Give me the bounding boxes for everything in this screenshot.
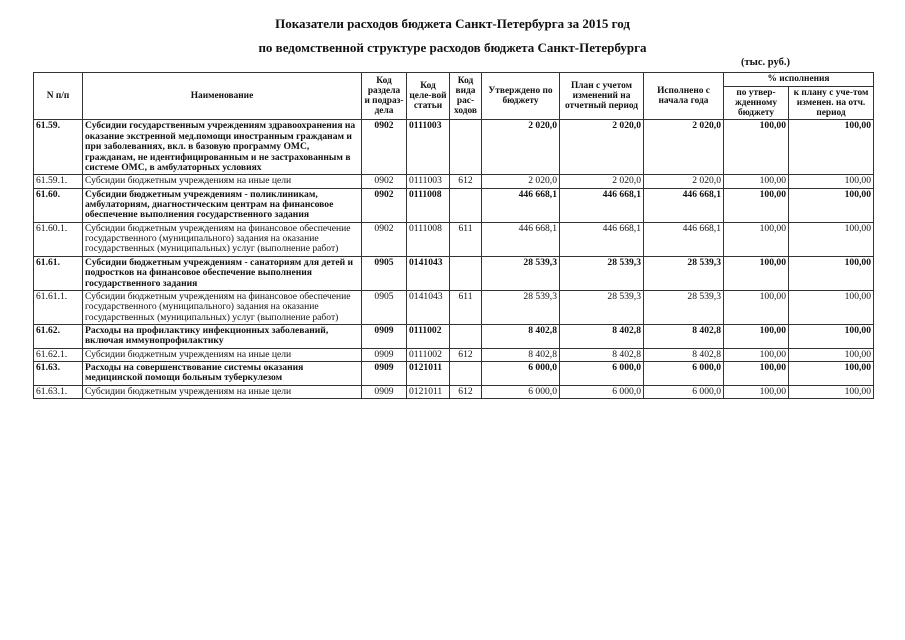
cell-executed: 6 000,0 — [644, 385, 724, 398]
cell-num: 61.61.1. — [34, 290, 83, 324]
table-body — [34, 120, 874, 399]
cell-executed: 28 539,3 — [644, 290, 724, 324]
cell-kind — [450, 362, 482, 386]
header-num: N п/п — [34, 73, 83, 120]
cell-target: 0111008 — [407, 188, 450, 222]
table-row — [34, 324, 874, 348]
cell-kind: 612 — [450, 175, 482, 188]
cell-pct2: 100,00 — [789, 256, 874, 290]
table-row — [34, 120, 874, 175]
cell-pct1: 100,00 — [724, 324, 789, 348]
cell-approved: 6 000,0 — [482, 362, 560, 386]
table-row — [34, 362, 874, 386]
cell-pct1: 100,00 — [724, 348, 789, 361]
cell-name: Расходы на совершенствование системы оказания медицинской помощи больным туберкулезом — [83, 362, 362, 386]
cell-kind — [450, 120, 482, 175]
cell-approved: 2 020,0 — [482, 175, 560, 188]
cell-pct2: 100,00 — [789, 348, 874, 361]
cell-section: 0909 — [362, 385, 407, 398]
budget-table — [33, 72, 874, 399]
table-row — [34, 256, 874, 290]
header-approved: Утверждено по бюджету — [482, 73, 560, 120]
cell-approved: 28 539,3 — [482, 256, 560, 290]
cell-target: 0111003 — [407, 120, 450, 175]
cell-pct2: 100,00 — [789, 175, 874, 188]
cell-plan: 446 668,1 — [560, 222, 644, 256]
table-row — [34, 290, 874, 324]
cell-approved: 2 020,0 — [482, 120, 560, 175]
cell-kind: 612 — [450, 348, 482, 361]
cell-num: 61.59. — [34, 120, 83, 175]
cell-pct1: 100,00 — [724, 385, 789, 398]
cell-name: Субсидии бюджетным учреждениям на иные цели — [83, 175, 362, 188]
cell-target: 0141043 — [407, 256, 450, 290]
cell-num: 61.63. — [34, 362, 83, 386]
cell-name: Субсидии бюджетным учреждениям - поликлиникам, амбулаториям, диагностическим центрам на финансовое обеспечение выполнения государственного задания — [83, 188, 362, 222]
cell-section: 0909 — [362, 362, 407, 386]
cell-approved: 28 539,3 — [482, 290, 560, 324]
cell-name: Субсидии бюджетным учреждениям на финансовое обеспечение государственного (муниципального) задания на оказание государственных (муниципальных) услуг (выполнение работ) — [83, 290, 362, 324]
cell-pct1: 100,00 — [724, 222, 789, 256]
cell-plan: 8 402,8 — [560, 324, 644, 348]
cell-section: 0909 — [362, 324, 407, 348]
table-row — [34, 385, 874, 398]
header-pct-plan: к плану с уче-том изменен. на отч. период — [789, 87, 874, 120]
cell-section: 0909 — [362, 348, 407, 361]
header-name: Наименование — [83, 73, 362, 120]
cell-executed: 2 020,0 — [644, 120, 724, 175]
cell-pct1: 100,00 — [724, 120, 789, 175]
cell-plan: 28 539,3 — [560, 290, 644, 324]
cell-approved: 446 668,1 — [482, 188, 560, 222]
cell-pct2: 100,00 — [789, 188, 874, 222]
document-title: Показатели расходов бюджета Санкт-Петербурга за 2015 год — [275, 16, 630, 31]
cell-pct2: 100,00 — [789, 324, 874, 348]
cell-approved: 446 668,1 — [482, 222, 560, 256]
cell-target: 0111002 — [407, 324, 450, 348]
cell-pct2: 100,00 — [789, 290, 874, 324]
cell-section: 0902 — [362, 120, 407, 175]
cell-pct2: 100,00 — [789, 362, 874, 386]
cell-num: 61.63.1. — [34, 385, 83, 398]
table-header-row — [34, 73, 874, 87]
cell-pct2: 100,00 — [789, 120, 874, 175]
cell-plan: 6 000,0 — [560, 385, 644, 398]
cell-num: 61.61. — [34, 256, 83, 290]
cell-section: 0902 — [362, 188, 407, 222]
cell-pct1: 100,00 — [724, 362, 789, 386]
cell-target: 0111008 — [407, 222, 450, 256]
cell-name: Субсидии бюджетным учреждениям - санаториям для детей и подростков на финансовое обеспечение выполнения государственного задания — [83, 256, 362, 290]
cell-target: 0121011 — [407, 362, 450, 386]
cell-executed: 446 668,1 — [644, 188, 724, 222]
cell-pct1: 100,00 — [724, 175, 789, 188]
header-executed: Исполнено с начала года — [644, 73, 724, 120]
cell-num: 61.62.1. — [34, 348, 83, 361]
cell-pct1: 100,00 — [724, 188, 789, 222]
cell-pct1: 100,00 — [724, 290, 789, 324]
cell-plan: 8 402,8 — [560, 348, 644, 361]
table-row — [34, 175, 874, 188]
cell-kind — [450, 324, 482, 348]
cell-name: Расходы на профилактику инфекционных заболеваний, включая иммунопрофилактику — [83, 324, 362, 348]
header-section: Код раздела и подраз-дела — [362, 73, 407, 120]
cell-num: 61.59.1. — [34, 175, 83, 188]
cell-pct1: 100,00 — [724, 256, 789, 290]
cell-plan: 28 539,3 — [560, 256, 644, 290]
cell-executed: 6 000,0 — [644, 362, 724, 386]
cell-section: 0902 — [362, 175, 407, 188]
cell-target: 0121011 — [407, 385, 450, 398]
header-kind: Код вида рас-ходов — [450, 73, 482, 120]
cell-num: 61.62. — [34, 324, 83, 348]
cell-target: 0141043 — [407, 290, 450, 324]
cell-executed: 2 020,0 — [644, 175, 724, 188]
header-plan: План с учетом изменений на отчетный период — [560, 73, 644, 120]
cell-kind — [450, 256, 482, 290]
cell-num: 61.60.1. — [34, 222, 83, 256]
cell-plan: 2 020,0 — [560, 120, 644, 175]
cell-target: 0111002 — [407, 348, 450, 361]
cell-executed: 446 668,1 — [644, 222, 724, 256]
cell-plan: 6 000,0 — [560, 362, 644, 386]
cell-executed: 28 539,3 — [644, 256, 724, 290]
cell-kind — [450, 188, 482, 222]
cell-name: Субсидии государственным учреждениям здравоохранения на оказание экстренной мед.помощи иностранным гражданам и при заболеваниях, вкл. в базовую программу ОМС, гражданам, не идентифицированным и не застрахованным в системе ОМС, в амбулаторных условиях — [83, 120, 362, 175]
cell-target: 0111003 — [407, 175, 450, 188]
cell-approved: 8 402,8 — [482, 324, 560, 348]
cell-pct2: 100,00 — [789, 222, 874, 256]
cell-approved: 6 000,0 — [482, 385, 560, 398]
cell-num: 61.60. — [34, 188, 83, 222]
document-subtitle: по ведомственной структуре расходов бюджета Санкт-Петербурга — [258, 40, 647, 55]
cell-section: 0905 — [362, 290, 407, 324]
table-row — [34, 348, 874, 361]
table-row — [34, 222, 874, 256]
cell-plan: 446 668,1 — [560, 188, 644, 222]
header-pct: % исполнения — [724, 73, 874, 87]
cell-executed: 8 402,8 — [644, 348, 724, 361]
header-target: Код целе-вой статьи — [407, 73, 450, 120]
units-label: (тыс. руб.) — [741, 57, 790, 68]
cell-kind: 611 — [450, 290, 482, 324]
cell-section: 0905 — [362, 256, 407, 290]
cell-name: Субсидии бюджетным учреждениям на иные цели — [83, 385, 362, 398]
cell-name: Субсидии бюджетным учреждениям на финансовое обеспечение государственного (муниципального) задания на оказание государственных (муниципальных) услуг (выполнение работ) — [83, 222, 362, 256]
header-pct-approved: по утвер-жденному бюджету — [724, 87, 789, 120]
cell-name: Субсидии бюджетным учреждениям на иные цели — [83, 348, 362, 361]
cell-pct2: 100,00 — [789, 385, 874, 398]
table-row — [34, 188, 874, 222]
cell-approved: 8 402,8 — [482, 348, 560, 361]
cell-kind: 611 — [450, 222, 482, 256]
cell-executed: 8 402,8 — [644, 324, 724, 348]
cell-section: 0902 — [362, 222, 407, 256]
cell-plan: 2 020,0 — [560, 175, 644, 188]
cell-kind: 612 — [450, 385, 482, 398]
